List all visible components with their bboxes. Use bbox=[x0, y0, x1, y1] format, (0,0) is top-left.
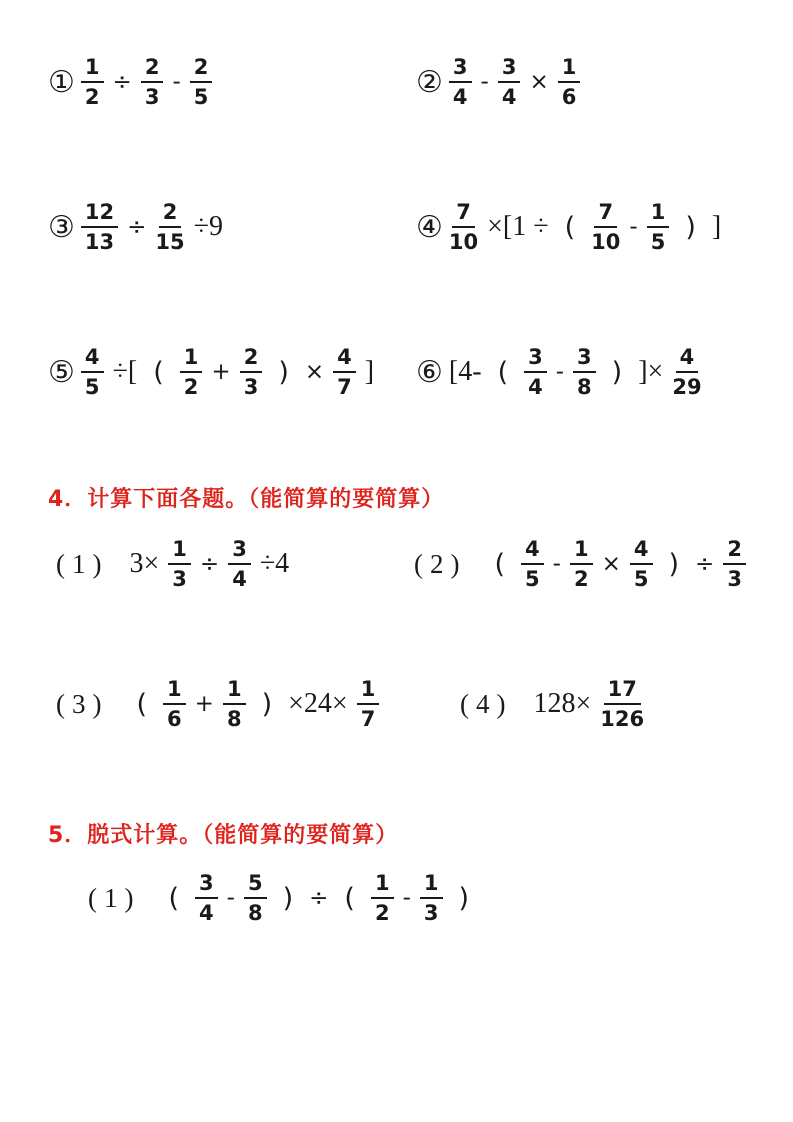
operator: ÷ bbox=[199, 551, 220, 577]
fraction bbox=[168, 536, 191, 591]
parenthesis: ( bbox=[168, 882, 180, 914]
fraction bbox=[371, 870, 394, 925]
problem bbox=[416, 50, 580, 114]
denominator: 15 bbox=[155, 229, 185, 254]
denominator: 5 bbox=[650, 229, 666, 254]
numerator: 4 bbox=[333, 347, 356, 373]
denominator: 2 bbox=[374, 900, 390, 925]
problem-label: ⑥ bbox=[416, 354, 443, 390]
numerator: 4 bbox=[81, 347, 104, 373]
fraction bbox=[672, 344, 702, 399]
math-text: ÷[ bbox=[112, 356, 138, 387]
problem-row bbox=[0, 866, 793, 930]
fraction bbox=[333, 344, 356, 399]
math-text: ] bbox=[364, 356, 375, 387]
fraction bbox=[240, 344, 263, 399]
problem-row bbox=[0, 532, 793, 596]
problem bbox=[48, 50, 212, 114]
denominator: 13 bbox=[84, 229, 115, 254]
problem-label: ② bbox=[416, 64, 443, 100]
parenthesis: ) bbox=[685, 211, 696, 243]
fraction bbox=[223, 676, 246, 731]
denominator: 3 bbox=[243, 374, 259, 399]
problem-label: (1) bbox=[56, 548, 109, 579]
numerator: 5 bbox=[244, 873, 267, 899]
numerator: 2 bbox=[240, 347, 263, 373]
operator: × bbox=[601, 551, 621, 577]
fraction bbox=[155, 199, 185, 254]
numerator: 1 bbox=[371, 873, 394, 899]
denominator: 4 bbox=[199, 900, 214, 925]
fraction bbox=[244, 870, 267, 925]
fraction bbox=[591, 199, 621, 254]
fraction bbox=[524, 344, 547, 399]
numerator: 3 bbox=[228, 539, 251, 565]
numerator: 3 bbox=[449, 57, 472, 83]
fraction bbox=[448, 199, 479, 254]
parenthesis: ) bbox=[458, 882, 470, 914]
operator: - bbox=[552, 551, 561, 577]
numerator: 1 bbox=[420, 873, 443, 899]
math-text: [4- bbox=[448, 356, 482, 387]
problem-label: ④ bbox=[416, 209, 443, 245]
math-text: 3× bbox=[129, 548, 160, 579]
math-text: ×24× bbox=[288, 688, 348, 719]
problem-label: ⑤ bbox=[48, 354, 75, 390]
denominator: 7 bbox=[337, 374, 352, 399]
denominator: 3 bbox=[727, 566, 742, 591]
problem-label: (2) bbox=[414, 548, 467, 579]
problem bbox=[416, 195, 721, 259]
problem-row bbox=[0, 195, 793, 259]
fraction bbox=[81, 199, 118, 254]
denominator: 2 bbox=[84, 84, 100, 109]
denominator: 10 bbox=[448, 229, 479, 254]
denominator: 2 bbox=[183, 374, 199, 399]
denominator: 6 bbox=[167, 706, 182, 731]
fraction bbox=[573, 344, 596, 399]
fraction bbox=[521, 536, 544, 591]
numerator: 1 bbox=[168, 539, 191, 565]
fraction bbox=[195, 870, 218, 925]
fraction bbox=[420, 870, 443, 925]
operator: - bbox=[172, 69, 181, 95]
operator: ÷ bbox=[127, 214, 147, 240]
problem bbox=[56, 532, 289, 596]
numerator: 12 bbox=[81, 202, 118, 228]
parenthesis: ) bbox=[278, 356, 289, 388]
operator: ÷ bbox=[695, 551, 715, 577]
problem bbox=[48, 195, 223, 259]
numerator: 4 bbox=[521, 539, 544, 565]
denominator: 3 bbox=[144, 84, 160, 109]
operator: × bbox=[529, 69, 549, 95]
fraction bbox=[600, 676, 645, 731]
fraction bbox=[558, 54, 581, 109]
problem-label: (4) bbox=[460, 688, 513, 719]
fraction bbox=[180, 344, 203, 399]
fraction bbox=[163, 676, 186, 731]
denominator: 7 bbox=[360, 706, 376, 731]
operator: + bbox=[211, 359, 231, 385]
numerator: 2 bbox=[159, 202, 182, 228]
fraction bbox=[141, 54, 164, 109]
fraction bbox=[81, 54, 104, 109]
fraction bbox=[449, 54, 472, 109]
numerator: 1 bbox=[81, 57, 104, 83]
operator: × bbox=[304, 359, 325, 385]
denominator: 4 bbox=[528, 374, 543, 399]
numerator: 1 bbox=[558, 57, 581, 83]
numerator: 7 bbox=[594, 202, 617, 228]
numerator: 1 bbox=[357, 679, 380, 705]
parenthesis: ) bbox=[261, 688, 273, 720]
parenthesis: ) bbox=[668, 548, 680, 580]
math-text: ÷4 bbox=[259, 548, 290, 579]
operator: - bbox=[555, 359, 565, 385]
problem bbox=[416, 340, 702, 404]
denominator: 4 bbox=[232, 566, 247, 591]
operator: + bbox=[194, 691, 214, 717]
problem bbox=[56, 672, 379, 736]
numerator: 1 bbox=[647, 202, 670, 228]
numerator: 4 bbox=[676, 347, 699, 373]
numerator: 2 bbox=[723, 539, 746, 565]
denominator: 5 bbox=[525, 566, 540, 591]
operator: - bbox=[480, 69, 489, 95]
fraction bbox=[81, 344, 104, 399]
denominator: 126 bbox=[600, 706, 645, 731]
section-4-heading: 4．计算下面各题。（能简算的要简算） bbox=[48, 487, 445, 512]
parenthesis: ) bbox=[282, 882, 294, 914]
numerator: 2 bbox=[141, 57, 164, 83]
parenthesis: ( bbox=[497, 356, 509, 388]
parenthesis: ( bbox=[136, 688, 148, 720]
fraction bbox=[357, 676, 380, 731]
numerator: 4 bbox=[630, 539, 653, 565]
numerator: 3 bbox=[498, 57, 521, 83]
math-text: ÷9 bbox=[193, 211, 224, 242]
math-text: ] bbox=[711, 211, 722, 242]
operator: - bbox=[226, 885, 235, 911]
numerator: 1 bbox=[570, 539, 593, 565]
numerator: 2 bbox=[190, 57, 213, 83]
denominator: 10 bbox=[591, 229, 621, 254]
problem-label: ① bbox=[48, 64, 75, 100]
numerator: 1 bbox=[180, 347, 203, 373]
problem-label: (1) bbox=[88, 882, 141, 913]
denominator: 5 bbox=[193, 84, 209, 109]
operator: ÷ bbox=[309, 885, 329, 911]
operator: ÷ bbox=[112, 69, 132, 95]
math-text: ]× bbox=[638, 356, 664, 387]
fraction bbox=[647, 199, 670, 254]
problem bbox=[460, 672, 644, 736]
denominator: 4 bbox=[501, 84, 517, 109]
denominator: 6 bbox=[561, 84, 577, 109]
section-5-heading: 5．脱式计算。（能简算的要简算） bbox=[48, 823, 399, 848]
parenthesis: ( bbox=[564, 211, 576, 243]
problem bbox=[414, 532, 746, 596]
fraction bbox=[228, 536, 251, 591]
numerator: 7 bbox=[452, 202, 475, 228]
denominator: 8 bbox=[577, 374, 592, 399]
math-text: ×[1 ÷ bbox=[487, 211, 549, 242]
numerator: 1 bbox=[223, 679, 246, 705]
operator: - bbox=[402, 885, 411, 911]
parenthesis: ( bbox=[344, 882, 355, 914]
fraction bbox=[498, 54, 521, 109]
denominator: 2 bbox=[573, 566, 589, 591]
problem-row bbox=[0, 340, 793, 404]
numerator: 3 bbox=[195, 873, 218, 899]
fraction bbox=[570, 536, 593, 591]
denominator: 3 bbox=[423, 900, 439, 925]
denominator: 5 bbox=[84, 374, 100, 399]
fraction bbox=[630, 536, 653, 591]
problem-label: ③ bbox=[48, 209, 75, 245]
denominator: 8 bbox=[226, 706, 242, 731]
section-circled-problems bbox=[0, 50, 793, 450]
denominator: 5 bbox=[633, 566, 649, 591]
numerator: 3 bbox=[524, 347, 547, 373]
denominator: 29 bbox=[672, 374, 702, 399]
section-5-problems bbox=[0, 866, 793, 946]
problem-row bbox=[0, 50, 793, 114]
denominator: 3 bbox=[172, 566, 187, 591]
parenthesis: ) bbox=[611, 356, 623, 388]
math-text: 128× bbox=[533, 688, 592, 719]
numerator: 1 bbox=[163, 679, 186, 705]
problem-row bbox=[0, 672, 793, 736]
problem bbox=[48, 340, 374, 404]
denominator: 8 bbox=[247, 900, 263, 925]
fraction bbox=[723, 536, 746, 591]
problem-label: (3) bbox=[56, 688, 109, 719]
section-4-problems bbox=[0, 532, 793, 752]
parenthesis: ( bbox=[494, 548, 506, 580]
fraction bbox=[190, 54, 213, 109]
denominator: 4 bbox=[452, 84, 468, 109]
numerator: 17 bbox=[604, 679, 641, 705]
parenthesis: ( bbox=[153, 356, 164, 388]
numerator: 3 bbox=[573, 347, 596, 373]
operator: - bbox=[629, 214, 638, 240]
problem bbox=[88, 866, 476, 930]
